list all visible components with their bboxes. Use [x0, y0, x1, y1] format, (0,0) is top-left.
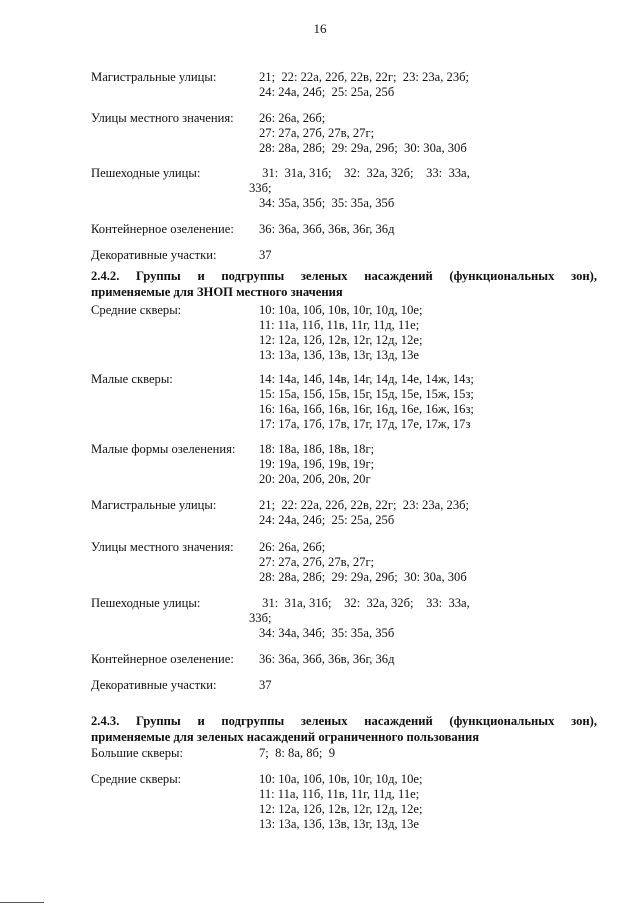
value-line: 17: 17а, 17б, 17в, 17г, 17д, 17е, 17ж, 17з: [259, 417, 471, 431]
category-label: Контейнерное озеленение:: [91, 652, 234, 666]
category-label: Магистральные улицы:: [91, 70, 217, 84]
value-line: 37: [259, 678, 272, 692]
value-line: 33б;: [249, 181, 272, 195]
value-line: 21; 22: 22а, 22б, 22в, 22г; 23: 23а, 23б;: [259, 498, 470, 512]
category-label: Большие скверы:: [91, 746, 183, 760]
category-label: Магистральные улицы:: [91, 498, 217, 512]
value-line: 36: 36а, 36б, 36в, 36г, 36д: [259, 652, 395, 666]
value-line: 24: 24а, 24б; 25: 25а, 25б: [259, 513, 395, 527]
value-line: 13: 13а, 13б, 13в, 13г, 13д, 13е: [259, 348, 419, 362]
category-label: Декоративные участки:: [91, 248, 217, 262]
category-label: Малые формы озеленения:: [91, 442, 236, 456]
subgroup-values: [259, 222, 395, 237]
value-line: 13: 13а, 13б, 13в, 13г, 13д, 13е: [259, 817, 419, 831]
value-line: 26: 26а, 26б;: [259, 111, 326, 125]
value-line: 10: 10а, 10б, 10в, 10г, 10д, 10е;: [259, 772, 423, 786]
value-line: 33б;: [249, 611, 272, 625]
category-label: Контейнерное озеленение:: [91, 222, 234, 236]
value-line: 26: 26а, 26б;: [259, 540, 326, 554]
subgroup-values: [259, 652, 395, 667]
subgroup-values: [259, 772, 422, 832]
category-label: Декоративные участки:: [91, 678, 217, 692]
subgroup-values: [259, 303, 422, 363]
value-line: 31: 31а, 31б; 32: 32а, 32б; 33: 33а,: [259, 596, 470, 610]
value-line: 14: 14а, 14б, 14в, 14г, 14д, 14е, 14ж, 14з;: [259, 372, 474, 386]
subgroup-values: [249, 596, 470, 641]
subgroup-values: [259, 540, 467, 585]
value-line: 34: 34а, 34б; 35: 35а, 35б: [259, 626, 395, 640]
value-line: 20: 20а, 20б, 20в, 20г: [259, 472, 371, 486]
subgroup-values: [259, 442, 374, 487]
value-line: 12: 12а, 12б, 12в, 12г, 12д, 12е;: [259, 333, 423, 347]
category-label: Средние скверы:: [91, 772, 182, 786]
value-line: 19: 19а, 19б, 19в, 19г;: [259, 457, 375, 471]
category-label: Пешеходные улицы:: [91, 596, 201, 610]
subgroup-values: [259, 248, 272, 263]
value-line: 31: 31а, 31б; 32: 32а, 32б; 33: 33а,: [259, 166, 470, 180]
value-line: 24: 24а, 24б; 25: 25а, 25б: [259, 85, 395, 99]
value-line: 21; 22: 22а, 22б, 22в, 22г; 23: 23а, 23б;: [259, 70, 470, 84]
subgroup-values: [249, 166, 470, 211]
value-line: 16: 16а, 16б, 16в, 16г, 16д, 16е, 16ж, 16з;: [259, 402, 474, 416]
value-line: 27: 27а, 27б, 27в, 27г;: [259, 126, 375, 140]
section-heading: [91, 268, 597, 300]
page-number: 16: [313, 21, 327, 36]
heading-line: применяемые для зеленых насаждений ограниченного пользования: [91, 730, 480, 744]
value-line: 12: 12а, 12б, 12в, 12г, 12д, 12е;: [259, 802, 423, 816]
value-line: 28: 28а, 28б; 29: 29а, 29б; 30: 30а, 30б: [259, 570, 467, 584]
value-line: 27: 27а, 27б, 27в, 27г;: [259, 555, 375, 569]
category-label: Улицы местного значения:: [91, 540, 234, 554]
value-line: 7; 8: 8а, 8б; 9: [259, 746, 336, 760]
subgroup-values: [259, 678, 272, 693]
category-label: Улицы местного значения:: [91, 111, 234, 125]
subgroup-values: [259, 70, 469, 100]
subgroup-values: [259, 111, 467, 156]
heading-line: применяемые для ЗНОП местного значения: [91, 285, 343, 299]
value-line: 10: 10а, 10б, 10в, 10г, 10д, 10е;: [259, 303, 423, 317]
heading-line: 2.4.2. Группы и подгруппы зеленых насаждений (функциональных зон),: [91, 269, 597, 283]
section-heading: [91, 713, 597, 745]
page-edge-divider: [0, 902, 44, 903]
value-line: 34: 35а, 35б; 35: 35а, 35б: [259, 196, 395, 210]
value-line: 37: [259, 248, 272, 262]
category-label: Пешеходные улицы:: [91, 166, 201, 180]
category-label: Малые скверы:: [91, 372, 173, 386]
value-line: 18: 18а, 18б, 18в, 18г;: [259, 442, 375, 456]
subgroup-values: [259, 372, 474, 432]
subgroup-values: [259, 746, 335, 761]
value-line: 36: 36а, 36б, 36в, 36г, 36д: [259, 222, 395, 236]
value-line: 15: 15а, 15б, 15в, 15г, 15д, 15е, 15ж, 15з;: [259, 387, 474, 401]
value-line: 11: 11а, 11б, 11в, 11г, 11д, 11е;: [259, 318, 420, 332]
heading-line: 2.4.3. Группы и подгруппы зеленых насаждений (функциональных зон),: [91, 714, 597, 728]
value-line: 11: 11а, 11б, 11в, 11г, 11д, 11е;: [259, 787, 420, 801]
subgroup-values: [259, 498, 469, 528]
category-label: Средние скверы:: [91, 303, 182, 317]
value-line: 28: 28а, 28б; 29: 29а, 29б; 30: 30а, 30б: [259, 141, 467, 155]
